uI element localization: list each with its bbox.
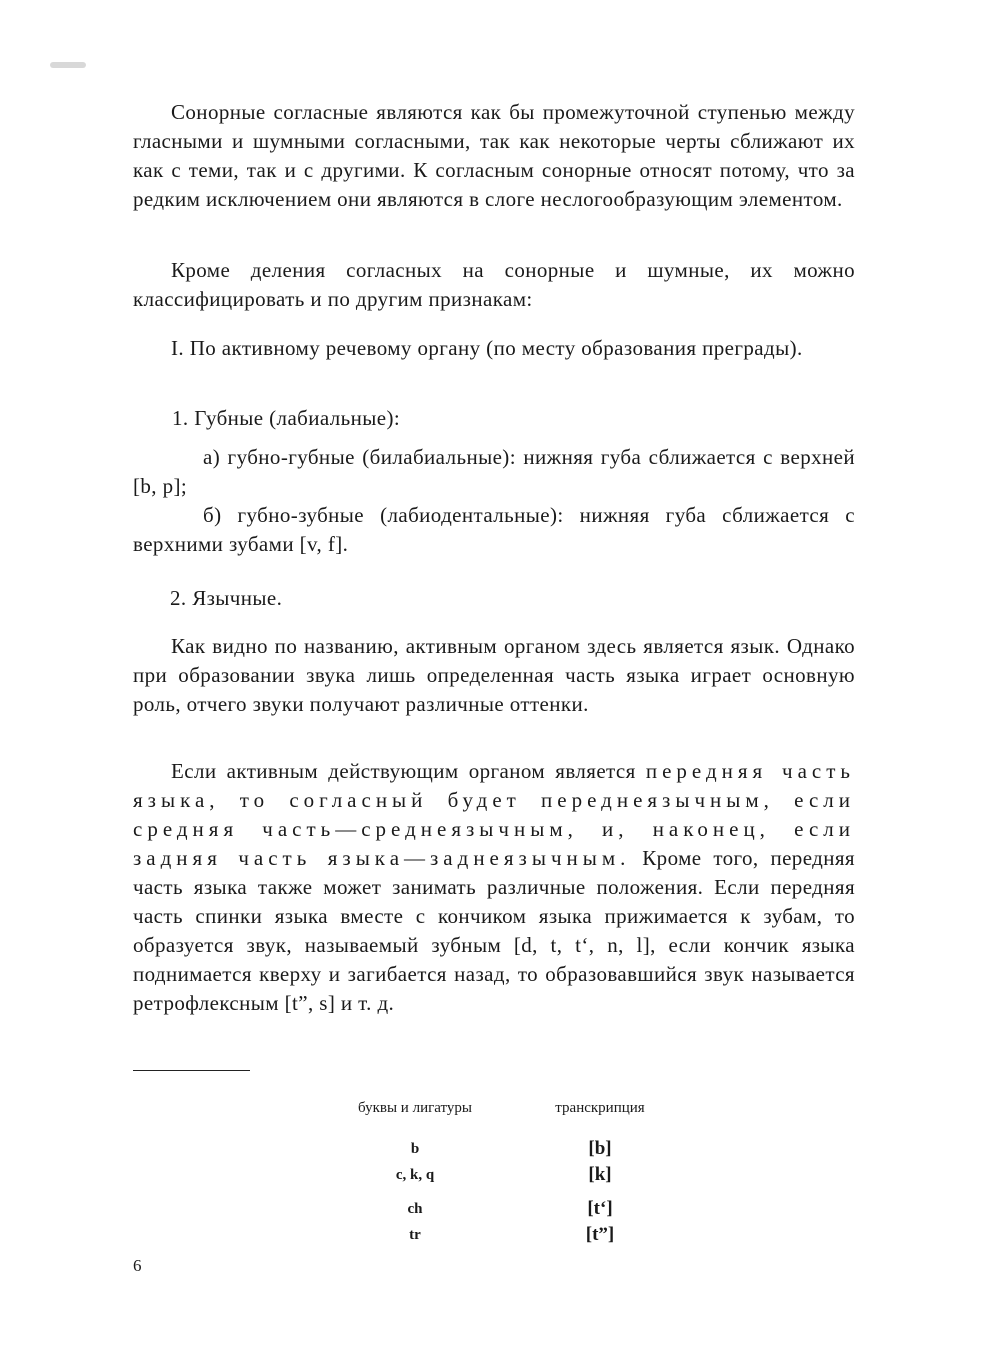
paragraph-text: Если активным действующим органом является xyxy=(171,759,646,783)
transcription-cell: [t‘] xyxy=(587,1198,613,1219)
footnote-divider xyxy=(133,1070,250,1071)
table-row xyxy=(300,1196,720,1222)
page-number: 6 xyxy=(133,1256,142,1275)
letters-cell: ch xyxy=(407,1201,423,1217)
table-row xyxy=(300,1222,720,1248)
subsection-labial: 1. Губные (лабиальные): xyxy=(172,406,401,430)
transcription-cell: [t”] xyxy=(585,1224,615,1245)
letters-cell: b xyxy=(410,1141,420,1157)
item-labiodental: б) губно-зубные (лабиодентальные): нижняя губа сближается с верхними зубами [v, f]. xyxy=(133,503,855,556)
paragraph-text: Кроме того, передняя часть языка также может занимать различные положения. Если передняя часть спинки языка вместе с кончиком языка прижимается к зубам, то образуется звук, называемый зубным [d, t, t‘, n, l], если кончик языка поднимается кверху и загибается назад, то образовавшийся звук называется ретрофлексным [t”, s] и т. д. xyxy=(133,846,855,1015)
transcription-cell: [b] xyxy=(588,1138,612,1159)
paragraph-tongue-parts xyxy=(133,757,855,1018)
table-header-row xyxy=(300,1098,720,1118)
scan-artifact xyxy=(50,62,86,68)
subsection-lingual: 2. Язычные. xyxy=(170,586,283,610)
column-header-letters: буквы и лигатуры xyxy=(358,1100,472,1116)
paragraph-sonorants: Сонорные согласные являются как бы промежуточной ступенью между гласными и шумными согласными, так как некоторые черты сближают их как с теми, так и с другими. К согласным сонорные относят потому, что за редким исключением они являются в слоге неслогообразующим элементом. xyxy=(133,100,855,211)
section-heading-active-organ: I. По активному речевому органу (по месту образования преграды). xyxy=(171,336,803,360)
transcription-cell: [k] xyxy=(588,1164,612,1185)
spaced-text: передняя часть языка, то согласный будет переднеязычным, если средняя часть—среднеязычным, и, наконец, если задняя часть языка—заднеязычным. xyxy=(133,759,855,870)
letters-cell: c, k, q xyxy=(395,1167,435,1183)
paragraph-tongue: Как видно по названию, активным органом здесь является язык. Однако при образовании звука лишь определенная часть языка играет основную роль, отчего звуки получают различные оттенки. xyxy=(133,634,855,716)
letters-cell: tr xyxy=(409,1227,421,1243)
column-header-transcription: транскрипция xyxy=(555,1100,645,1116)
paragraph-classification: Кроме деления согласных на сонорные и шумные, их можно классифицировать и по другим признакам: xyxy=(133,258,855,311)
table-row xyxy=(300,1162,720,1188)
transcription-table xyxy=(300,1098,720,1248)
table-row xyxy=(300,1136,720,1162)
item-bilabial: а) губно-губные (билабиальные): нижняя губа сближается с верхней [b, p]; xyxy=(133,445,855,498)
